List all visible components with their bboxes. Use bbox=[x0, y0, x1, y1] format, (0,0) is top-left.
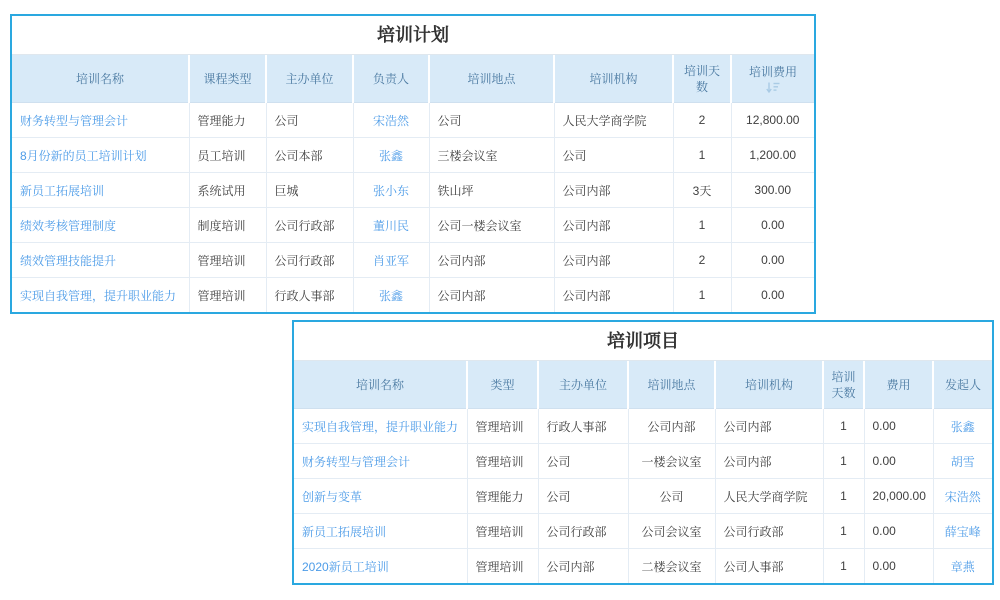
fee-cell: 20,000.00 bbox=[864, 479, 933, 514]
institution-cell: 公司内部 bbox=[554, 243, 673, 278]
location-cell: 一楼会议室 bbox=[628, 444, 715, 479]
training-plan-title: 培训计划 bbox=[12, 16, 814, 55]
organizer-cell: 行政人事部 bbox=[538, 409, 628, 444]
institution-cell: 人民大学商学院 bbox=[715, 479, 823, 514]
table-row bbox=[294, 514, 992, 549]
institution-cell: 公司人事部 bbox=[715, 549, 823, 584]
institution-cell: 公司 bbox=[554, 138, 673, 173]
location-cell: 公司 bbox=[628, 479, 715, 514]
training-name-cell[interactable]: 绩效管理技能提升 bbox=[12, 243, 189, 278]
training-plan-panel bbox=[10, 14, 816, 314]
header-institution[interactable]: 培训机构 bbox=[715, 361, 823, 409]
type-cell: 管理培训 bbox=[467, 549, 538, 584]
header-training-days-label: 培训天数 bbox=[683, 63, 720, 94]
organizer-cell: 公司行政部 bbox=[538, 514, 628, 549]
header-organizer[interactable]: 主办单位 bbox=[538, 361, 628, 409]
training-days-cell: 1 bbox=[823, 409, 864, 444]
training-fee-cell: 300.00 bbox=[731, 173, 814, 208]
type-cell: 管理能力 bbox=[467, 479, 538, 514]
organizer-cell: 公司本部 bbox=[266, 138, 353, 173]
organizer-cell: 行政人事部 bbox=[266, 278, 353, 313]
table-row bbox=[12, 243, 814, 278]
organizer-cell: 巨城 bbox=[266, 173, 353, 208]
sort-amount-icon[interactable] bbox=[766, 82, 780, 93]
header-institution[interactable]: 培训机构 bbox=[554, 55, 673, 103]
initiator-cell[interactable]: 张鑫 bbox=[933, 409, 992, 444]
table-row bbox=[12, 208, 814, 243]
organizer-cell: 公司行政部 bbox=[266, 243, 353, 278]
location-cell: 公司内部 bbox=[429, 243, 554, 278]
header-training-days[interactable] bbox=[823, 361, 864, 409]
person-in-charge-cell[interactable]: 张鑫 bbox=[353, 278, 429, 313]
organizer-cell: 公司 bbox=[538, 479, 628, 514]
table-row bbox=[294, 409, 992, 444]
type-cell: 管理培训 bbox=[467, 514, 538, 549]
person-in-charge-cell[interactable]: 肖亚军 bbox=[353, 243, 429, 278]
training-name-cell[interactable]: 实现自我管理，提升职业能力 bbox=[12, 278, 189, 313]
organizer-cell: 公司内部 bbox=[538, 549, 628, 584]
initiator-cell[interactable]: 宋浩然 bbox=[933, 479, 992, 514]
header-location[interactable]: 培训地点 bbox=[429, 55, 554, 103]
organizer-cell: 公司 bbox=[538, 444, 628, 479]
fee-cell: 0.00 bbox=[864, 549, 933, 584]
training-days-cell: 1 bbox=[673, 208, 731, 243]
location-cell: 公司内部 bbox=[628, 409, 715, 444]
training-fee-cell: 0.00 bbox=[731, 278, 814, 313]
fee-cell: 0.00 bbox=[864, 409, 933, 444]
training-days-cell: 1 bbox=[673, 138, 731, 173]
header-training-fee-label: 培训费用 bbox=[748, 65, 797, 79]
header-training-name[interactable]: 培训名称 bbox=[294, 361, 467, 409]
course-type-cell: 员工培训 bbox=[189, 138, 266, 173]
training-project-grid bbox=[294, 361, 992, 583]
training-name-cell[interactable]: 8月份新的员工培训计划 bbox=[12, 138, 189, 173]
training-project-title: 培训项目 bbox=[294, 322, 992, 361]
training-name-cell[interactable]: 新员工拓展培训 bbox=[294, 514, 467, 549]
person-in-charge-cell[interactable]: 张小东 bbox=[353, 173, 429, 208]
organizer-cell: 公司行政部 bbox=[266, 208, 353, 243]
header-training-days-label: 培训天数 bbox=[831, 369, 856, 400]
header-row bbox=[294, 361, 992, 409]
course-type-cell: 管理培训 bbox=[189, 278, 266, 313]
header-fee[interactable]: 费用 bbox=[864, 361, 933, 409]
person-in-charge-cell[interactable]: 董川民 bbox=[353, 208, 429, 243]
person-in-charge-cell[interactable]: 宋浩然 bbox=[353, 103, 429, 138]
organizer-cell: 公司 bbox=[266, 103, 353, 138]
fee-cell: 0.00 bbox=[864, 444, 933, 479]
training-project-panel bbox=[292, 320, 994, 585]
header-course-type[interactable]: 课程类型 bbox=[189, 55, 266, 103]
location-cell: 二楼会议室 bbox=[628, 549, 715, 584]
location-cell: 公司内部 bbox=[429, 278, 554, 313]
location-cell: 公司一楼会议室 bbox=[429, 208, 554, 243]
table-row bbox=[294, 479, 992, 514]
initiator-cell[interactable]: 薛宝峰 bbox=[933, 514, 992, 549]
training-days-cell: 1 bbox=[823, 479, 864, 514]
table-row bbox=[294, 444, 992, 479]
table-row bbox=[12, 138, 814, 173]
training-name-cell[interactable]: 财务转型与管理会计 bbox=[294, 444, 467, 479]
training-fee-cell: 0.00 bbox=[731, 243, 814, 278]
location-cell: 公司会议室 bbox=[628, 514, 715, 549]
institution-cell: 公司内部 bbox=[554, 173, 673, 208]
training-name-cell[interactable]: 财务转型与管理会计 bbox=[12, 103, 189, 138]
table-row bbox=[12, 278, 814, 313]
training-plan-grid bbox=[12, 55, 814, 312]
header-training-fee[interactable] bbox=[731, 55, 814, 103]
training-days-cell: 1 bbox=[823, 514, 864, 549]
header-training-days[interactable] bbox=[673, 55, 731, 103]
header-training-name[interactable]: 培训名称 bbox=[12, 55, 189, 103]
institution-cell: 公司内部 bbox=[715, 444, 823, 479]
institution-cell: 公司行政部 bbox=[715, 514, 823, 549]
header-row bbox=[12, 55, 814, 103]
course-type-cell: 系统试用 bbox=[189, 173, 266, 208]
header-location[interactable]: 培训地点 bbox=[628, 361, 715, 409]
table-row bbox=[294, 549, 992, 584]
course-type-cell: 制度培训 bbox=[189, 208, 266, 243]
table-row bbox=[12, 173, 814, 208]
institution-cell: 人民大学商学院 bbox=[554, 103, 673, 138]
training-days-cell: 1 bbox=[823, 444, 864, 479]
table-row bbox=[12, 103, 814, 138]
institution-cell: 公司内部 bbox=[554, 208, 673, 243]
institution-cell: 公司内部 bbox=[715, 409, 823, 444]
header-initiator[interactable]: 发起人 bbox=[933, 361, 992, 409]
fee-cell: 0.00 bbox=[864, 514, 933, 549]
training-days-cell: 1 bbox=[823, 549, 864, 584]
person-in-charge-cell[interactable]: 张鑫 bbox=[353, 138, 429, 173]
course-type-cell: 管理能力 bbox=[189, 103, 266, 138]
header-person-in-charge[interactable]: 负责人 bbox=[353, 55, 429, 103]
location-cell: 公司 bbox=[429, 103, 554, 138]
training-fee-cell: 0.00 bbox=[731, 208, 814, 243]
training-name-cell[interactable]: 实现自我管理，提升职业能力 bbox=[294, 409, 467, 444]
training-fee-cell: 12,800.00 bbox=[731, 103, 814, 138]
training-name-cell[interactable]: 2020新员工培训 bbox=[294, 549, 467, 584]
location-cell: 铁山坪 bbox=[429, 173, 554, 208]
training-fee-cell: 1,200.00 bbox=[731, 138, 814, 173]
type-cell: 管理培训 bbox=[467, 444, 538, 479]
institution-cell: 公司内部 bbox=[554, 278, 673, 313]
header-type[interactable]: 类型 bbox=[467, 361, 538, 409]
course-type-cell: 管理培训 bbox=[189, 243, 266, 278]
header-organizer[interactable]: 主办单位 bbox=[266, 55, 353, 103]
training-name-cell[interactable]: 创新与变革 bbox=[294, 479, 467, 514]
location-cell: 三楼会议室 bbox=[429, 138, 554, 173]
training-days-cell: 2 bbox=[673, 103, 731, 138]
type-cell: 管理培训 bbox=[467, 409, 538, 444]
training-name-cell[interactable]: 新员工拓展培训 bbox=[12, 173, 189, 208]
training-days-cell: 3天 bbox=[673, 173, 731, 208]
training-name-cell[interactable]: 绩效考核管理制度 bbox=[12, 208, 189, 243]
training-days-cell: 1 bbox=[673, 278, 731, 313]
initiator-cell[interactable]: 胡雪 bbox=[933, 444, 992, 479]
training-days-cell: 2 bbox=[673, 243, 731, 278]
initiator-cell[interactable]: 章燕 bbox=[933, 549, 992, 584]
